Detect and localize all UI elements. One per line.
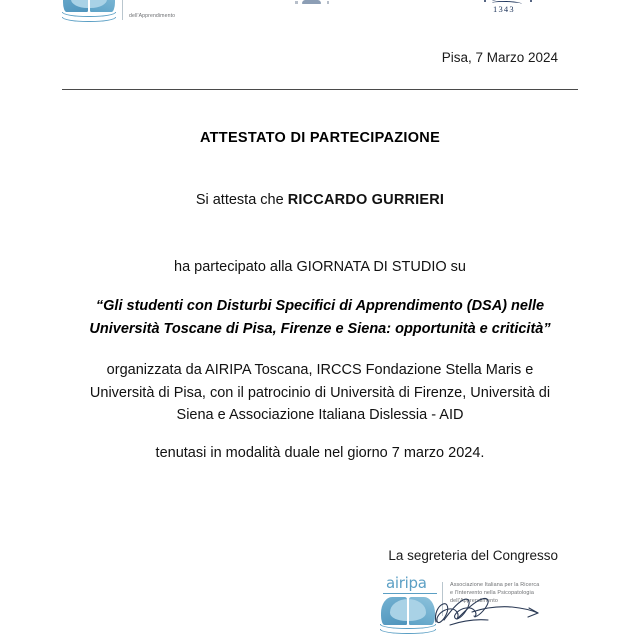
footer-logo-divider (442, 582, 443, 616)
footer-tagline-line-3: Psicopatologia (497, 590, 534, 597)
footer-airipa-wordmark: airipa (386, 574, 427, 592)
organizers-line-1: organizzata da AIRIPA Toscana, IRCCS Fondazione Stella Maris e (106, 361, 534, 378)
open-book-icon (380, 592, 436, 634)
organizers-line-3: Siena e Associazione Italiana Dislessia - AID (176, 407, 464, 424)
signature-label: La segreteria del Congresso (388, 548, 558, 563)
footer-airipa-logo (378, 576, 558, 638)
certificate-title: ATTESTATO DI PARTECIPAZIONE (199, 130, 441, 146)
header-divider-rule (62, 89, 578, 90)
event-title-line-2: Università Toscane di Pisa, Firenze e Siena: opportunità e criticità” (89, 320, 551, 337)
header-airipa-tagline: dell'Apprendimento (129, 13, 176, 20)
header-logo-band (0, 0, 640, 22)
dateline: Pisa, 7 Marzo 2024 (441, 50, 558, 65)
event-title-line-1: “Gli studenti con Disturbi Specifici di Apprendimento (DSA) nelle (95, 298, 545, 314)
footer-tagline-line-4: dell'Apprendimento (450, 598, 498, 605)
organizers-paragraph (62, 359, 578, 427)
header-airipa-logo (62, 0, 222, 22)
recipient-name: RICCARDO GURRIERI (287, 192, 445, 208)
event-title (62, 295, 578, 341)
organizers-line-2: Università di Pisa, con il patrocinio di Università di Firenze, Università di (89, 384, 551, 401)
institution-logo-icon (302, 0, 321, 4)
header-logo-divider (122, 0, 123, 20)
attestation-line (62, 192, 578, 208)
footer-tagline-line-1: Associazione Italiana per la (450, 582, 519, 588)
open-book-icon (62, 0, 116, 22)
header-pisa-logo (478, 0, 538, 20)
footer-tagline-line-2: Ricerca e l'Intervento nella (450, 582, 540, 597)
certificate-body (62, 108, 578, 461)
pisa-founding-year: 1343 (493, 4, 515, 14)
modality-line: tenutasi in modalità duale nel giorno 7 marzo 2024. (155, 445, 485, 462)
header-center-logo (292, 0, 332, 16)
footer-airipa-tagline (450, 581, 542, 605)
attestation-prefix: Si attesta che (195, 192, 288, 208)
participation-line: ha partecipato alla GIORNATA DI STUDIO su (174, 259, 466, 275)
